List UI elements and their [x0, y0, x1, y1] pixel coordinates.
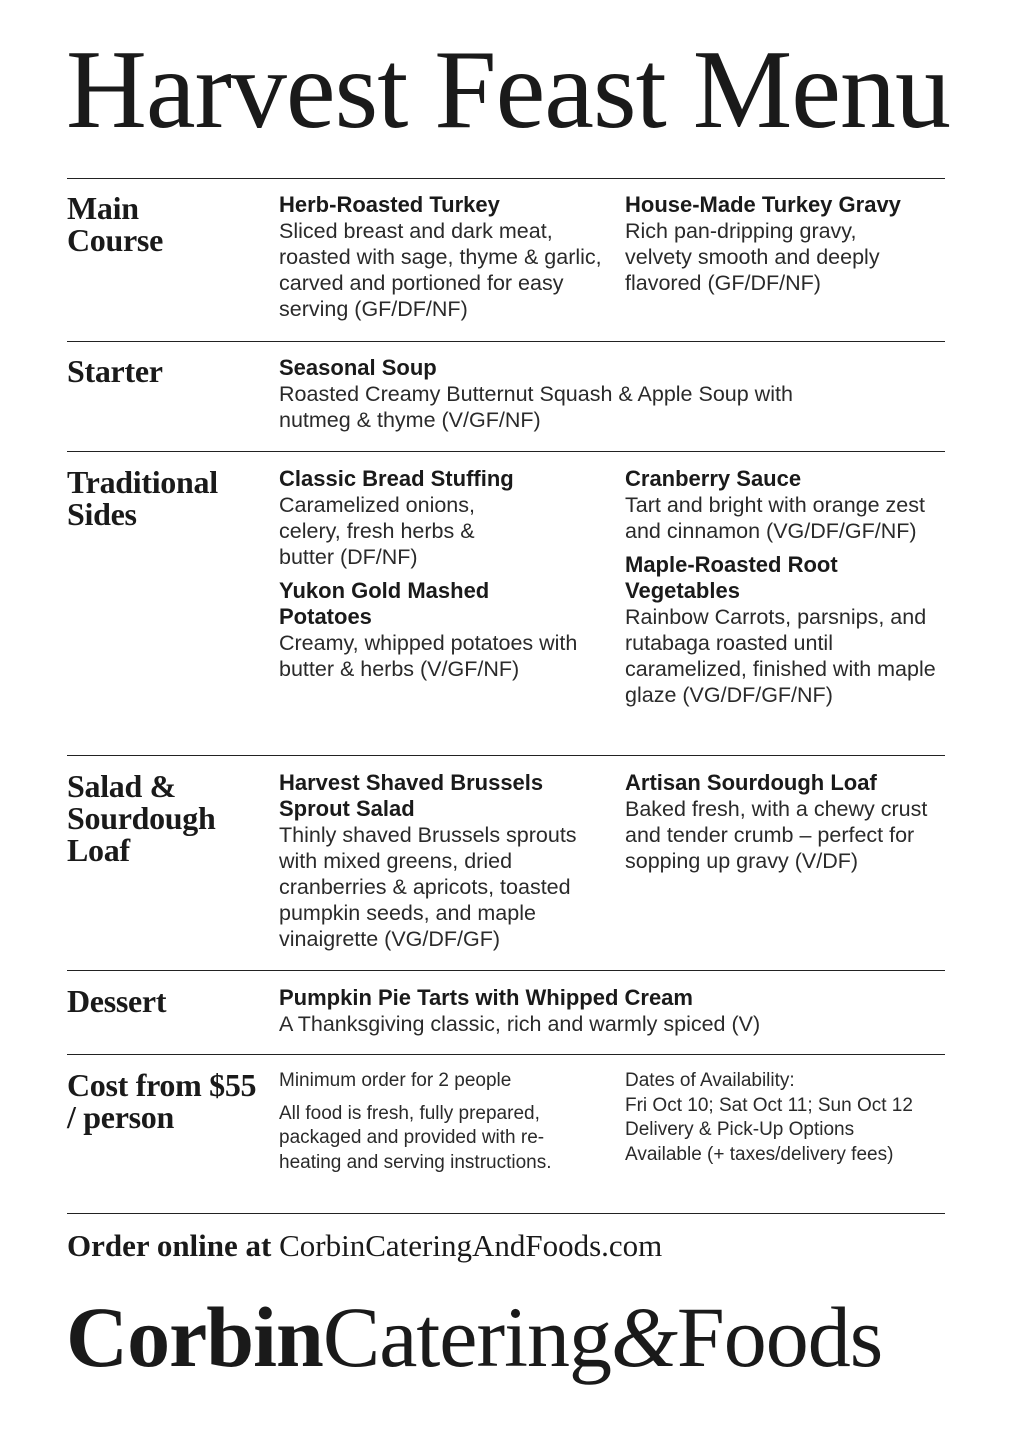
item-description: Tart and bright with orange zest and cinnamon (VG/DF/GF/NF) — [625, 493, 925, 543]
sides-column-left — [279, 466, 614, 682]
brand-name-corbin: Corbin — [66, 1289, 323, 1385]
brand-ampersand: & — [610, 1289, 677, 1385]
order-online-label: Order online at — [67, 1228, 272, 1263]
item-description: Sliced breast and dark meat, roasted with sage, thyme & garlic, carved and portioned for easy serving (GF/DF/NF) — [279, 219, 602, 321]
menu-item-turkey-gravy — [625, 192, 955, 296]
cost-heading: Cost from $55 / person — [67, 1067, 257, 1135]
brand-logo — [66, 1289, 883, 1385]
minimum-order-text: Minimum order for 2 people — [279, 1070, 512, 1091]
section-heading: Main Course — [67, 190, 163, 258]
item-description: Roasted Creamy Butternut Squash & Apple Soup with nutmeg & thyme (V/GF/NF) — [279, 382, 793, 432]
divider — [67, 1213, 945, 1214]
sides-column-right — [625, 466, 955, 708]
section-heading: Starter — [67, 353, 163, 389]
menu-item-seasonal-soup — [279, 355, 939, 433]
divider — [67, 451, 945, 452]
dates-value: Fri Oct 10; Sat Oct 11; Sun Oct 12 — [625, 1094, 913, 1116]
item-name: Herb-Roasted Turkey — [279, 192, 500, 217]
freshness-text: All food is fresh, fully prepared, packaged and provided with re-heating and serving instructions. — [279, 1102, 552, 1173]
item-description: Rich pan-dripping gravy, velvety smooth and deeply flavored (GF/DF/NF) — [625, 219, 880, 295]
divider — [67, 178, 945, 179]
item-name: Seasonal Soup — [279, 355, 437, 380]
item-description: A Thanksgiving classic, rich and warmly spiced (V) — [279, 1012, 761, 1036]
dates-label: Dates of Availability: — [625, 1070, 795, 1091]
item-name: Artisan Sourdough Loaf — [625, 770, 877, 795]
menu-item-cranberry-sauce — [625, 466, 955, 544]
section-heading: Salad & Sourdough Loaf — [67, 768, 216, 868]
order-online-line — [67, 1226, 662, 1266]
menu-item-mashed-potatoes — [279, 578, 614, 682]
menu-item-sourdough-loaf — [625, 770, 955, 874]
item-name: Cranberry Sauce — [625, 466, 802, 491]
page-title: Harvest Feast Menu — [66, 28, 951, 152]
divider — [67, 341, 945, 342]
item-description: Baked fresh, with a chewy crust and tender crumb – perfect for sopping up gravy (V/DF) — [625, 797, 928, 873]
brand-name-catering: Catering — [322, 1289, 611, 1385]
item-name: Classic Bread Stuffing — [279, 466, 514, 491]
divider — [67, 1054, 945, 1055]
divider — [67, 970, 945, 971]
item-description: Thinly shaved Brussels sprouts with mixed greens, dried cranberries & apricots, toasted pumpkin seeds, and maple vinaigrette (VG/DF/GF) — [279, 823, 577, 951]
menu-item-bread-stuffing — [279, 466, 614, 570]
section-heading: Traditional Sides — [67, 464, 218, 532]
item-name: Maple-Roasted Root Vegetables — [625, 552, 838, 603]
menu-item-root-vegetables — [625, 552, 955, 708]
menu-item-herb-roasted-turkey — [279, 192, 614, 322]
website-link[interactable]: CorbinCateringAndFoods.com — [279, 1228, 663, 1263]
divider — [67, 755, 945, 756]
delivery-text: Delivery & Pick-Up Options Available (+ taxes/delivery fees) — [625, 1119, 894, 1165]
item-name: Pumpkin Pie Tarts with Whipped Cream — [279, 985, 693, 1010]
item-description: Rainbow Carrots, parsnips, and rutabaga roasted until caramelized, finished with maple glaze (VG/DF/GF/NF) — [625, 605, 936, 707]
menu-item-pumpkin-pie-tarts — [279, 985, 939, 1037]
item-name: House-Made Turkey Gravy — [625, 192, 901, 217]
menu-item-brussels-salad — [279, 770, 614, 952]
cost-details-left — [279, 1069, 569, 1175]
cost-details-right — [625, 1069, 945, 1167]
item-description: Creamy, whipped potatoes with butter & herbs (V/GF/NF) — [279, 631, 578, 681]
availability-block — [625, 1069, 945, 1118]
brand-name-foods: Foods — [676, 1289, 883, 1385]
item-description: Caramelized onions, celery, fresh herbs & butter (DF/NF) — [279, 493, 475, 569]
section-heading: Dessert — [67, 983, 167, 1019]
item-name: Harvest Shaved Brussels Sprout Salad — [279, 770, 544, 821]
item-name: Yukon Gold Mashed Potatoes — [279, 578, 490, 629]
